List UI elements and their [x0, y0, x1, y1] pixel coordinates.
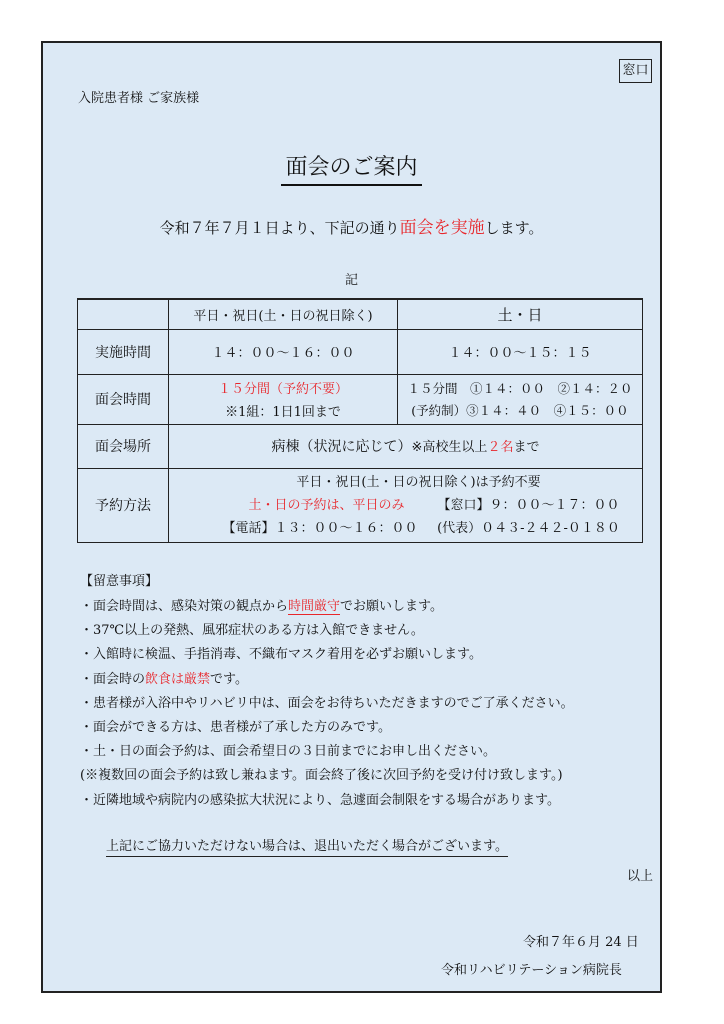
intro-before: 令和７年７月１日より、下記の通り: [159, 219, 400, 237]
addressee: 入院患者様 ご家族様: [78, 91, 200, 106]
note-1: [80, 595, 574, 619]
page-title: [43, 150, 660, 181]
reserve-line3-phone: 【電話】１３：００〜１６：００: [222, 520, 418, 536]
place-label: 面会場所: [78, 424, 169, 468]
note-6: ・面会ができる方は、患者様が了承した方のみです。: [80, 720, 391, 736]
reserve-value: [169, 468, 643, 542]
ki-mark: 記: [344, 273, 358, 288]
intro-highlight: 面会を実施: [399, 218, 485, 238]
duration-weekday: [169, 374, 398, 424]
intro-after: します。: [484, 219, 544, 237]
reserve-line3: [181, 517, 642, 540]
duration-weekday-note: ※1組：1日1回まで: [225, 405, 341, 420]
note-1-after: でお願いします。: [340, 599, 443, 614]
note-1-before: ・面会時間は、感染対策の観点から: [80, 599, 289, 614]
place-note-before: ※高校生以上: [411, 440, 488, 455]
reserve-line2-window: 【窓口】９：００〜１７：００: [437, 497, 620, 513]
notice-sheet: [41, 41, 662, 993]
duration-weekend: [398, 374, 643, 424]
note-4-before: ・面会時の: [80, 671, 146, 687]
duration-weekday-red: １５分間（予約不要）: [217, 382, 348, 397]
place-main: 病棟（状況に応じて）: [271, 439, 412, 455]
issue-date: 令和７年６月 24 日: [523, 935, 639, 950]
note-4-after: です。: [210, 671, 248, 687]
notes-title: 【留意事項】: [80, 574, 159, 589]
note-9: ・近隣地域や病院内の感染拡大状況により、急遽面会制限をする場合があります。: [80, 792, 560, 808]
title-text: 面会のご案内: [281, 155, 421, 186]
reserve-line1: 平日・祝日(土・日の祝日除く)は予約不要: [296, 474, 541, 490]
place-value: [169, 424, 643, 468]
note-1-red: 時間厳守: [288, 599, 341, 614]
duration-weekend-line2: (予約制）③１４：４０ ④１５：００: [411, 403, 629, 418]
note-3: ・入館時に検温、手指消毒、不織布マスク着用を必ずお願いします。: [80, 647, 482, 663]
schedule-table: [77, 298, 643, 543]
time-label: 実施時間: [78, 329, 169, 374]
note-4-red: 飲食は厳禁: [145, 671, 211, 687]
weekend-header: 土・日: [398, 299, 643, 329]
reserve-line3-rep: (代表）０４３-２４２-０１８０: [437, 520, 620, 536]
reserve-line2: [181, 494, 642, 517]
duration-label: 面会時間: [78, 374, 169, 424]
time-weekday: １４：００〜１６：００: [169, 329, 398, 374]
reserve-line2-red: 土・日の予約は、平日のみ: [248, 497, 405, 513]
signature: 令和リハビリテーション病院長: [441, 963, 622, 978]
note-7: ・土・日の面会予約は、面会希望日の３日前までにお申し出ください。: [80, 744, 497, 760]
notes-list: [80, 595, 574, 813]
note-8: (※複数回の面会予約は致し兼ねます。面会終了後に次回予約を受け付け致します。): [80, 768, 563, 784]
ijou-mark: 以上: [627, 869, 654, 884]
note-4: [80, 668, 574, 692]
intro-line: [43, 213, 660, 238]
weekday-header: 平日・祝日(土・日の祝日除く): [169, 299, 398, 329]
place-note-red: ２名: [487, 440, 514, 455]
note-5: ・患者様が入浴中やリハビリ中は、面会をお待ちいただきますのでご了承ください。: [80, 695, 574, 711]
note-2: ・37℃以上の発熱、風邪症状のある方は入館できません。: [80, 623, 424, 639]
closing-line: 上記にご協力いただけない場合は、退出いただく場合がございます。: [106, 835, 508, 857]
window-badge: 窓口: [619, 59, 652, 83]
corner-cell: [78, 299, 169, 329]
duration-weekend-line1: １５分間 ①１４：００ ②１４：２０: [407, 381, 633, 396]
time-weekend: １４：００〜１５：１５: [398, 329, 643, 374]
place-note-after: まで: [513, 440, 540, 455]
reserve-label: 予約方法: [78, 468, 169, 542]
